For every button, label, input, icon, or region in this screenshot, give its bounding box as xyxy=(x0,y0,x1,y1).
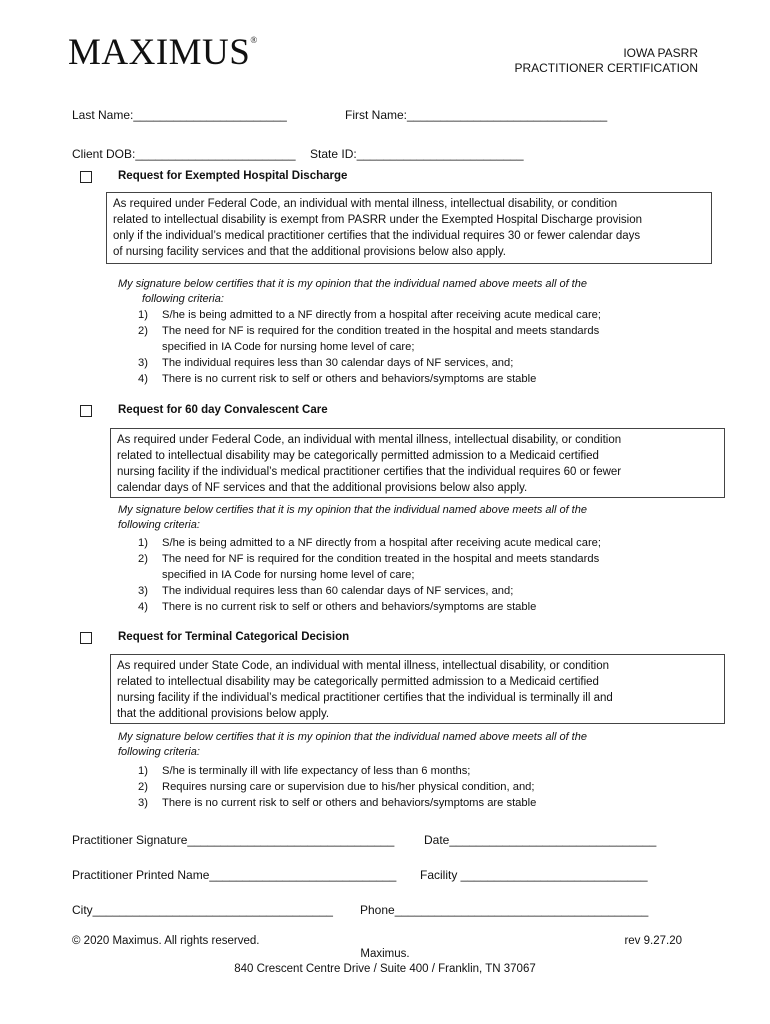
exempted-hospital-discharge-checkbox[interactable] xyxy=(80,171,92,183)
logo-text: MAXIMUS xyxy=(68,32,251,73)
certification-line: My signature below certifies that it is my opinion that the individual named above meets all of the xyxy=(118,731,587,743)
practitioner-printed-name-field[interactable]: Practitioner Printed Name____________________________ xyxy=(72,868,397,882)
description-line: of nursing facility services and that the additional provisions below also apply. xyxy=(113,246,506,258)
convalescent-care-checkbox[interactable] xyxy=(80,405,92,417)
criteria-text: specified in IA Code for nursing home level of care; xyxy=(162,569,415,581)
description-line: As required under Federal Code, an individual with mental illness, intellectual disability, or condition xyxy=(113,198,618,210)
date-field[interactable]: Date_______________________________ xyxy=(424,833,657,847)
criteria-number: 4) xyxy=(138,601,148,613)
exempted-discharge-description-box xyxy=(106,192,712,264)
criteria-text: There is no current risk to self or others and behaviors/symptoms are stable xyxy=(162,797,537,809)
registered-mark: ® xyxy=(250,35,258,45)
criteria-text: The need for NF is required for the condition treated in the hospital and meets standards xyxy=(162,325,600,337)
criteria-number: 3) xyxy=(138,357,148,369)
criteria-number: 3) xyxy=(138,585,148,597)
criteria-item xyxy=(138,355,601,371)
criteria-number: 3) xyxy=(138,797,148,809)
certification-line: following criteria: xyxy=(142,292,224,305)
criteria-text: S/he is terminally ill with life expectancy of less than 6 months; xyxy=(162,765,471,777)
criteria-text: Requires nursing care or supervision due to his/her physical condition, and; xyxy=(162,781,535,793)
terminal-categorical-decision-checkbox[interactable] xyxy=(80,632,92,644)
certification-line: following criteria: xyxy=(118,745,200,758)
criteria-item xyxy=(138,551,601,583)
criteria-number: 2) xyxy=(138,781,148,793)
criteria-item xyxy=(138,599,601,615)
certification-line: following criteria: xyxy=(118,518,200,531)
certification-line: My signature below certifies that it is my opinion that the individual named above meets all of the xyxy=(118,504,587,516)
first-name-field[interactable]: First Name:______________________________ xyxy=(345,108,608,122)
criteria-item xyxy=(138,763,536,779)
terminal-decision-description-box xyxy=(110,654,725,724)
description-line: calendar days of NF services and that the additional provisions below also apply. xyxy=(117,482,528,494)
criteria-number: 4) xyxy=(138,373,148,385)
criteria-list xyxy=(138,535,601,615)
criteria-item xyxy=(138,307,601,323)
criteria-number: 2) xyxy=(138,553,148,565)
form-title: PRACTITIONER CERTIFICATION xyxy=(514,61,698,75)
last-name-field[interactable]: Last Name:_______________________ xyxy=(72,108,287,122)
description-line: As required under Federal Code, an individual with mental illness, intellectual disability, or condition xyxy=(117,434,622,446)
company-name: Maximus. xyxy=(360,948,410,960)
criteria-item xyxy=(138,323,601,355)
criteria-number: 2) xyxy=(138,325,148,337)
copyright-text: © 2020 Maximus. All rights reserved. xyxy=(72,935,260,947)
state-id-field[interactable]: State ID:_________________________ xyxy=(310,147,524,161)
criteria-number: 1) xyxy=(138,309,148,321)
criteria-text: There is no current risk to self or others and behaviors/symptoms are stable xyxy=(162,373,537,385)
criteria-item xyxy=(138,779,536,795)
certification-line: My signature below certifies that it is my opinion that the individual named above meets all of the xyxy=(118,278,587,290)
description-line: that the additional provisions below apply. xyxy=(117,708,330,720)
form-state-title: IOWA PASRR xyxy=(623,46,698,60)
description-line: nursing facility if the individual’s medical practitioner certifies that the individual is terminally ill and xyxy=(117,692,613,704)
facility-field[interactable]: Facility ____________________________ xyxy=(420,868,648,882)
section-title-terminal-categorical-decision: Request for Terminal Categorical Decision xyxy=(118,631,350,643)
criteria-item xyxy=(138,371,601,387)
criteria-item xyxy=(138,795,536,811)
criteria-item xyxy=(138,535,601,551)
certification-statement xyxy=(118,277,587,306)
maximus-logo xyxy=(68,34,258,71)
description-line: related to intellectual disability is exempt from PASRR under the Exempted Hospital Discharge provision xyxy=(113,214,643,226)
criteria-number: 1) xyxy=(138,765,148,777)
description-line: related to intellectual disability may be categorically permitted admission to a Medicaid certified xyxy=(117,676,599,688)
criteria-list xyxy=(138,763,536,811)
criteria-number: 1) xyxy=(138,537,148,549)
criteria-item xyxy=(138,583,601,599)
criteria-list xyxy=(138,307,601,387)
description-line: nursing facility if the individual’s medical practitioner certifies that the individual requires 60 or fewer xyxy=(117,466,622,478)
revision-text: rev 9.27.20 xyxy=(624,935,682,947)
description-line: related to intellectual disability may be categorically permitted admission to a Medicaid certified xyxy=(117,450,599,462)
criteria-text: S/he is being admitted to a NF directly from a hospital after receiving acute medical care; xyxy=(162,537,602,549)
criteria-text: The individual requires less than 30 calendar days of NF services, and; xyxy=(162,357,514,369)
criteria-text: There is no current risk to self or others and behaviors/symptoms are stable xyxy=(162,601,537,613)
city-field[interactable]: City____________________________________ xyxy=(72,903,333,917)
description-line: only if the individual’s medical practitioner certifies that the individual requires 30 or fewer calendar days xyxy=(113,230,641,242)
description-line: As required under State Code, an individual with mental illness, intellectual disability, or condition xyxy=(117,660,610,672)
section-title-convalescent-care: Request for 60 day Convalescent Care xyxy=(118,404,328,416)
company-address: 840 Crescent Centre Drive / Suite 400 / Franklin, TN 37067 xyxy=(234,963,536,975)
convalescent-care-description-box xyxy=(110,428,725,498)
criteria-text: The need for NF is required for the condition treated in the hospital and meets standards xyxy=(162,553,600,565)
phone-field[interactable]: Phone______________________________________ xyxy=(360,903,649,917)
client-dob-field[interactable]: Client DOB:________________________ xyxy=(72,147,296,161)
criteria-text: The individual requires less than 60 calendar days of NF services, and; xyxy=(162,585,514,597)
certification-statement xyxy=(118,730,587,759)
certification-statement xyxy=(118,503,587,532)
criteria-text: specified in IA Code for nursing home level of care; xyxy=(162,341,415,353)
criteria-text: S/he is being admitted to a NF directly from a hospital after receiving acute medical care; xyxy=(162,309,602,321)
section-title-exempted-hospital-discharge: Request for Exempted Hospital Discharge xyxy=(118,170,348,182)
practitioner-signature-field[interactable]: Practitioner Signature_______________________________ xyxy=(72,833,395,847)
